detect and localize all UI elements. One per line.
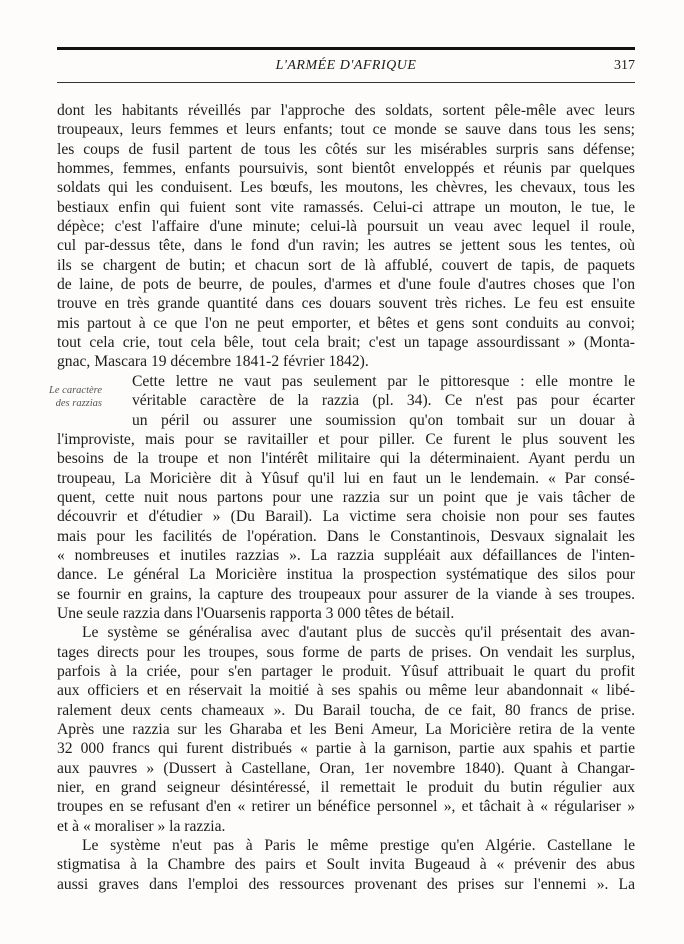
header-rule-top [57, 47, 635, 50]
text-line: bestiaux enfin qui fuient sont vite ramassés. Celui-ci attrape un mouton, le tue, le [57, 198, 635, 216]
running-title: L'ARMÉE D'AFRIQUE [275, 58, 417, 73]
text-line: Après une razzia sur les Gharaba et les Beni Ameur, La Moricière retira de la vente [57, 721, 635, 738]
text-line: gnac, Mascara 19 décembre 1841-2 février 1842). [57, 353, 369, 371]
text-line: aux pauvres » (Dussert à Castellane, Oran, 1er novembre 1840). Quant à Changar- [57, 759, 635, 777]
text-line: Une seule razzia dans l'Ouarsenis rapporta 3 000 têtes de bétail. [57, 604, 455, 622]
text-line: Le système n'eut pas à Paris le même prestige qu'en Algérie. Castellane le [82, 837, 635, 855]
text-line: trouve en très grande quantité dans ces douars souvent très riches. Le feu est ensuite [57, 295, 635, 313]
paragraph-2 [57, 372, 635, 623]
text-line: l'improviste, mais pour se ravitailler et pour piller. Ce furent le plus souvent les [57, 430, 635, 448]
text-line: dance. Le général La Moricière institua la prospection systématique des silos pour [57, 566, 635, 584]
text-line: aux officiers et en réservait la moitié à ses spahis ou même leur abandonnait « libé- [57, 682, 635, 700]
text-line: tout cela crie, tout cela bêle, tout cela brait; c'est un tapage assourdissant » (Monta- [57, 334, 635, 352]
margin-note-line: Le caractère [49, 385, 102, 396]
text-line: les coups de fusil partent de tous les côtés sur les misérables surpris sans défense; [57, 140, 635, 158]
text-line: nier, en grand seigneur désintéressé, il remettait le produit du butin régulier aux [57, 779, 635, 797]
paragraph-3 [57, 623, 635, 836]
text-line: parfois à la criée, pour s'en partager le produit. Yûsuf attribuait le quart du profit [57, 662, 635, 680]
text-line: véritable caractère de la razzia (pl. 34). Ce n'est pas pour écarter [132, 392, 635, 410]
text-line: tages directs pour les troupes, sous forme de parts de prises. On vendait les surplus, [57, 643, 635, 661]
text-line: se fournir en grains, la capture des troupeaux pour assurer de la viande à ses troupes. [57, 585, 635, 603]
header-rule-bottom [57, 82, 635, 83]
text-line: hommes, femmes, enfants poursuivis, sont bientôt enveloppés et réunis par quelques [57, 160, 635, 178]
text-line: 32 000 francs qui furent distribués « partie à la garnison, partie aux spahis et partie [57, 740, 635, 758]
text-line: Le système se généralisa avec d'autant plus de succès qu'il présentait des avan- [82, 624, 635, 642]
margin-note-line: des razzias [55, 398, 102, 409]
text-line: ils se chargent de butin; et chacun sort de là affublé, couvert de tapis, de paquets [57, 256, 635, 274]
text-line: troupes en se refusant d'en « retirer un bénéfice personnel », et tâchait à « régulariser » [57, 798, 635, 816]
text-line: soldats qui les conduisent. Les bœufs, les moutons, les chèvres, les chevaux, tous les [57, 179, 635, 197]
text-line: « nombreuses et inutiles razzias ». La razzia suppléait aux défaillances de l'inten- [57, 546, 635, 564]
text-line: troupeaux, leurs femmes et leurs enfants; tout ce monde se sauve dans tous les sens; [57, 121, 635, 139]
running-head [57, 57, 635, 77]
text-line: ralement deux cents chameaux ». Du Barail toucha, de ce fait, 80 francs de prise. [57, 701, 635, 719]
body-text [57, 101, 635, 894]
text-line: besoins de la troupe et non l'intérêt militaire qui la déterminaient. Ayant perdu un [57, 450, 635, 468]
text-line: et à « moraliser » la razzia. [57, 817, 226, 835]
text-line: un péril ou assurer une soumission qu'on tombait sur un douar à [132, 411, 635, 429]
text-line: mis partout à ce que l'on ne peut emporter, et bêtes et gens sont conduits au convoi; [57, 314, 635, 332]
text-line: Cette lettre ne vaut pas seulement par le pittoresque : elle montre le [132, 372, 635, 390]
paragraph-4 [57, 836, 635, 894]
text-line: quent, cette nuit nous partons pour une razzia sur un point que je vais tâcher de [57, 488, 635, 506]
text-line: aussi graves dans l'emploi des ressources provenant des prises sur l'ennemi ». La [57, 875, 635, 893]
text-line: mais pour les facilités de l'opération. Dans le Constantinois, Desvaux signalait les [57, 527, 635, 545]
text-line: de laine, de pots de beurre, de poules, d'armes et d'une foule d'autres choses que l'on [57, 276, 635, 294]
page-number: 317 [614, 58, 635, 73]
text-line: troupeau, La Moricière dit à Yûsuf qu'il lui en faut un le lendemain. « Par consé- [57, 469, 635, 487]
text-line: dont les habitants réveillés par l'approche des soldats, sortent pêle-mêle avec leurs [57, 102, 635, 119]
text-line: cul par-dessus tête, dans le fond d'un ravin; les autres se jettent sous les tentes, où [57, 237, 635, 255]
text-line: stigmatisa à la Chambre des pairs et Soult invita Bugeaud à « prévenir des abus [57, 856, 635, 874]
text-line: dépèce; c'est l'affaire d'une minute; celui-là poursuit un veau avec lequel il roule, [57, 218, 635, 236]
paragraph-1 [57, 101, 635, 372]
text-line: découvrir et d'étudier » (Du Barail). La victime sera choisie non pour ses fautes [57, 508, 635, 526]
